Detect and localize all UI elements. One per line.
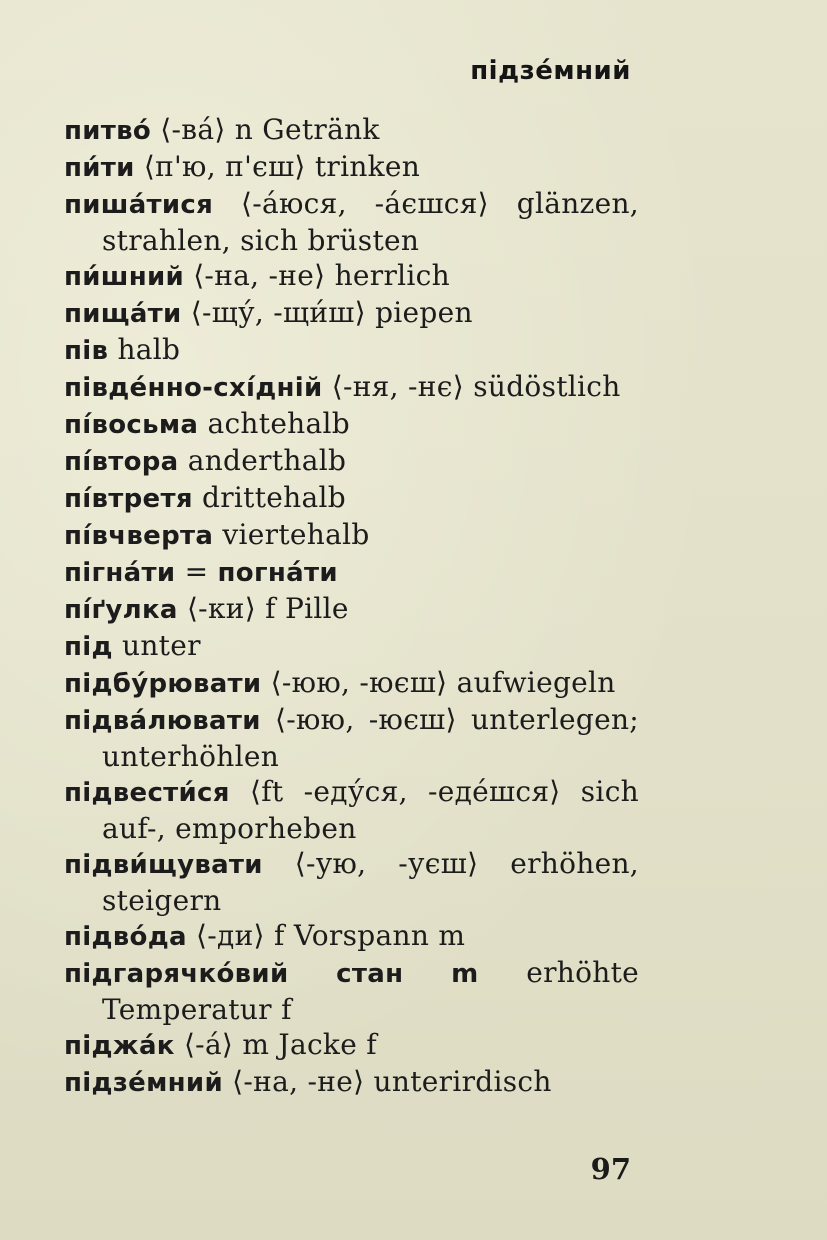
dictionary-entry: [64, 443, 639, 480]
entry-grammar: ⟨-ня, -нє⟩: [331, 370, 464, 403]
entry-definition: погна́ти: [217, 558, 338, 588]
running-head: підзе́мний: [470, 56, 631, 86]
entry-grammar: ⟨-на, -не⟩: [193, 259, 326, 292]
entry-headword: підвести́ся: [64, 778, 230, 808]
entry-definition: unterlegen; unterhöhlen: [102, 703, 640, 773]
entry-definition: Jacke f: [278, 1028, 377, 1061]
entry-definition: glänzen, strahlen, sich brüsten: [102, 187, 640, 257]
dictionary-entry: [64, 149, 639, 186]
dictionary-entry: [64, 112, 639, 149]
dictionary-entry: [64, 186, 639, 258]
entry-definition: herrlich: [334, 259, 450, 292]
entry-headword: під: [64, 632, 113, 662]
entry-headword: пі́ґулка: [64, 595, 178, 625]
entry-headword: пі́вчверта: [64, 521, 214, 551]
entry-grammar: ⟨-а́юся, -а́єшся⟩: [241, 187, 489, 220]
entry-grammar: стан m: [336, 959, 479, 989]
entry-definition: achtehalb: [207, 407, 350, 440]
dictionary-entry: [64, 295, 639, 332]
dictionary-entry: [64, 702, 639, 774]
entry-definition: viertehalb: [222, 518, 370, 551]
entry-grammar: ⟨-ки⟩ f: [186, 592, 276, 625]
entry-grammar: ⟨-щу́, -щи́ш⟩: [190, 296, 366, 329]
dictionary-entry: [64, 665, 639, 702]
entry-definition: halb: [117, 333, 181, 366]
entry-grammar: ⟨-на, -не⟩: [232, 1065, 365, 1098]
entry-list: [64, 112, 639, 1101]
entry-headword: пиша́тися: [64, 190, 214, 220]
dictionary-entry: [64, 517, 639, 554]
entry-headword: півде́нно-схі́дній: [64, 373, 323, 403]
entry-definition: sich auf-, emporheben: [102, 775, 640, 845]
entry-grammar: ⟨-юю, -юєш⟩: [270, 666, 448, 699]
dictionary-entry: [64, 332, 639, 369]
entry-definition: Pille: [285, 592, 349, 625]
entry-definition: anderthalb: [187, 444, 347, 477]
dictionary-entry: [64, 406, 639, 443]
entry-definition: aufwiegeln: [456, 666, 616, 699]
dictionary-entry: [64, 846, 639, 918]
entry-grammar: =: [184, 555, 209, 588]
entry-headword: пи́шний: [64, 262, 184, 292]
entry-grammar: ⟨ft -еду́ся, -еде́шся⟩: [250, 775, 561, 808]
entry-grammar: ⟨-ва́⟩ n: [160, 113, 254, 146]
entry-headword: підво́да: [64, 922, 187, 952]
entry-headword: питво́: [64, 116, 152, 146]
dictionary-entry: [64, 955, 639, 1027]
entry-grammar: ⟨-ди⟩ f: [196, 919, 285, 952]
dictionary-entry: [64, 369, 639, 406]
entry-definition: unterirdisch: [373, 1065, 552, 1098]
entry-definition: trinken: [314, 150, 421, 183]
entry-headword: підзе́мний: [64, 1068, 223, 1098]
entry-definition: piepen: [375, 296, 473, 329]
entry-headword: пі́втретя: [64, 484, 193, 514]
entry-grammar: ⟨-ую, -уєш⟩: [294, 847, 479, 880]
page-number: 97: [590, 1152, 631, 1186]
entry-headword: піджа́к: [64, 1031, 175, 1061]
dictionary-entry: [64, 918, 639, 955]
entry-grammar: ⟨п'ю, п'єш⟩: [143, 150, 306, 183]
entry-definition: erhöhen, steigern: [102, 847, 639, 917]
entry-headword: пів: [64, 336, 109, 366]
entry-headword: пі́втора: [64, 447, 179, 477]
entry-definition: Vorspann m: [293, 919, 466, 952]
entry-headword: пігна́ти: [64, 558, 176, 588]
entry-grammar: ⟨-а́⟩ m: [183, 1028, 270, 1061]
dictionary-entry: [64, 1064, 639, 1101]
entry-headword: підгарячко́вий: [64, 959, 289, 989]
dictionary-entry: [64, 480, 639, 517]
dictionary-entry: [64, 774, 639, 846]
entry-headword: пища́ти: [64, 299, 182, 329]
entry-definition: Getränk: [262, 113, 380, 146]
entry-definition: drittehalb: [202, 481, 346, 514]
dictionary-entry: [64, 258, 639, 295]
dictionary-entry: [64, 591, 639, 628]
entry-headword: підви́щувати: [64, 850, 263, 880]
entry-headword: підбу́рювати: [64, 669, 262, 699]
entry-definition: erhöhte Temperatur f: [102, 956, 640, 1026]
entry-definition: unter: [121, 629, 201, 662]
entry-definition: südöstlich: [473, 370, 621, 403]
entry-headword: пі́восьма: [64, 410, 199, 440]
dictionary-entry: [64, 628, 639, 665]
entry-grammar: ⟨-юю, -юєш⟩: [275, 703, 457, 736]
entry-headword: підва́лювати: [64, 706, 261, 736]
dictionary-entry: [64, 1027, 639, 1064]
entry-headword: пи́ти: [64, 153, 135, 183]
dictionary-entry: [64, 554, 639, 591]
